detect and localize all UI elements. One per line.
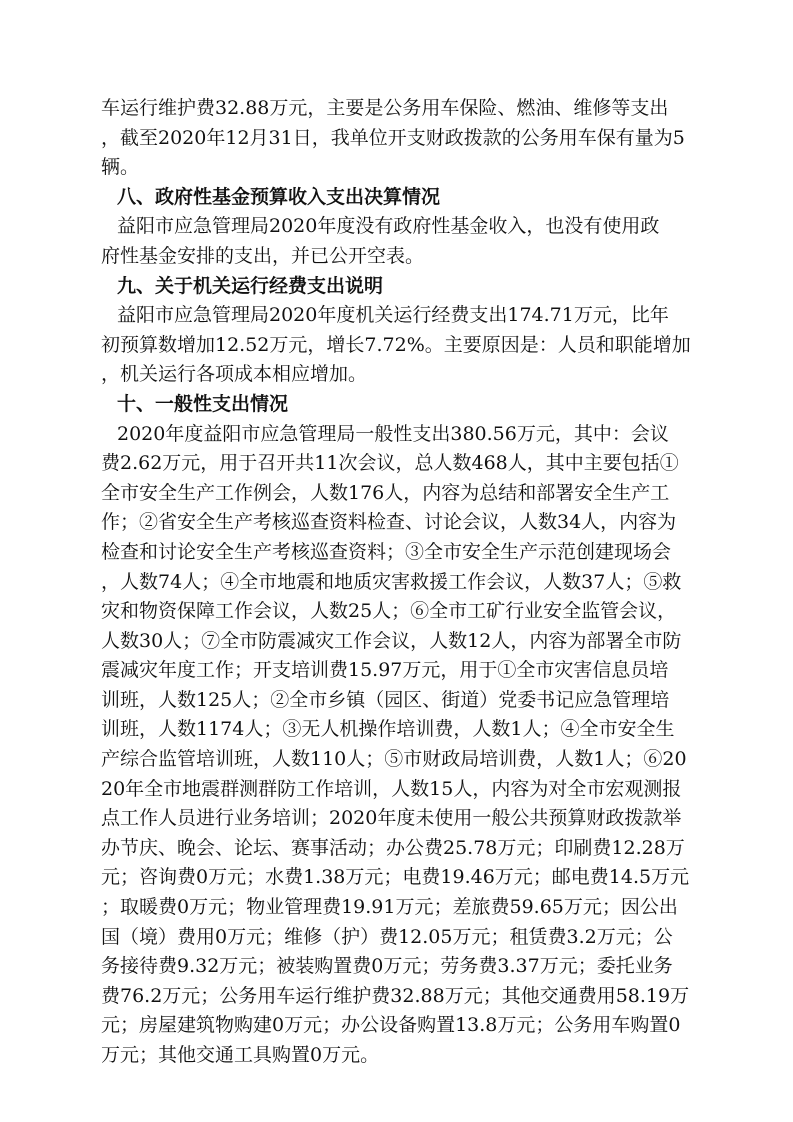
paragraph-line: 办节庆、晚会、论坛、赛事活动；办公费25.78万元；印刷费12.28万 xyxy=(101,836,685,859)
paragraph-line: 初预算数增加12.52万元，增长7.72%。主要原因是：人员和职能增加 xyxy=(101,333,691,356)
paragraph-line: 灾和物资保障工作会议，人数25人；⑥全市工矿行业安全监管会议， xyxy=(101,600,677,623)
paragraph-line: ；取暖费0万元；物业管理费19.91万元；差旅费59.65万元；因公出 xyxy=(101,896,678,919)
paragraph-line: 费76.2万元；公务用车运行维护费32.88万元；其他交通费用58.19万 xyxy=(101,984,690,1007)
paragraph-line: 费2.62万元，用于召开共11次会议，总人数468人，其中主要包括① xyxy=(101,452,679,475)
paragraph-line: 国（境）费用0万元；维修（护）费12.05万元；租赁费3.2万元；公 xyxy=(101,925,673,948)
section-heading-8: 八、政府性基金预算收入支出决算情况 xyxy=(117,185,441,208)
paragraph-line: 产综合监管培训班，人数110人；⑤市财政局培训费，人数1人；⑥20 xyxy=(101,748,687,771)
document-body xyxy=(101,94,721,1071)
paragraph-line: 训班，人数1174人；③无人机操作培训费，人数1人；④全市安全生 xyxy=(101,718,675,741)
paragraph-line: 20年全市地震群测群防工作培训，人数15人，内容为对全市宏观测报 xyxy=(101,777,682,800)
paragraph-line: ，机关运行各项成本相应增加。 xyxy=(101,363,368,386)
paragraph-line: 务接待费9.32万元；被装购置费0万元；劳务费3.37万元；委托业务 xyxy=(101,955,673,978)
paragraph-line: 全市安全生产工作例会，人数176人，内容为总结和部署安全生产工 xyxy=(101,481,670,504)
paragraph-line: 检查和讨论安全生产考核巡查资料；③全市安全生产示范创建现场会 xyxy=(101,540,672,563)
paragraph-line: 作；②省安全生产考核巡查资料检查、讨论会议，人数34人，内容为 xyxy=(101,511,677,534)
paragraph-line: 人数30人；⑦全市防震减灾工作会议，人数12人，内容为部署全市防 xyxy=(101,629,682,652)
body-line: 车运行维护费32.88万元，主要是公务用车保险、燃油、维修等支出 xyxy=(101,97,669,119)
paragraph-line: 府性基金安排的支出，并已公开空表。 xyxy=(101,244,425,267)
body-line: 辆。 xyxy=(101,156,140,179)
paragraph-line: 震减灾年度工作；开支培训费15.97万元，用于①全市灾害信息员培 xyxy=(101,659,669,682)
paragraph-line: 益阳市应急管理局2020年度没有政府性基金收入，也没有使用政 xyxy=(117,215,660,238)
paragraph-line: 2020年度益阳市应急管理局一般性支出380.56万元，其中：会议 xyxy=(117,422,669,445)
body-line: ，截至2020年12月31日，我单位开支财政拨款的公务用车保有量为5 xyxy=(101,126,685,149)
paragraph-line: 训班，人数125人；②全市乡镇（园区、街道）党委书记应急管理培 xyxy=(101,688,670,711)
paragraph-line: 元；咨询费0万元；水费1.38万元；电费19.46万元；邮电费14.5万元 xyxy=(101,866,690,889)
paragraph-line: 益阳市应急管理局2020年度机关运行经费支出174.71万元，比年 xyxy=(117,304,669,327)
section-heading-10: 十、一般性支出情况 xyxy=(117,392,289,415)
section-heading-9: 九、关于机关运行经费支出说明 xyxy=(117,274,384,297)
paragraph-line: 点工作人员进行业务培训；2020年度未使用一般公共预算财政拨款举 xyxy=(101,807,682,830)
paragraph-line: 万元；其他交通工具购置0万元。 xyxy=(101,1044,380,1066)
paragraph-line: 元；房屋建筑物购建0万元；办公设备购置13.8万元；公务用车购置0 xyxy=(101,1014,681,1037)
paragraph-line: ，人数74人；④全市地震和地质灾害救援工作会议，人数37人；⑤救 xyxy=(101,570,682,593)
